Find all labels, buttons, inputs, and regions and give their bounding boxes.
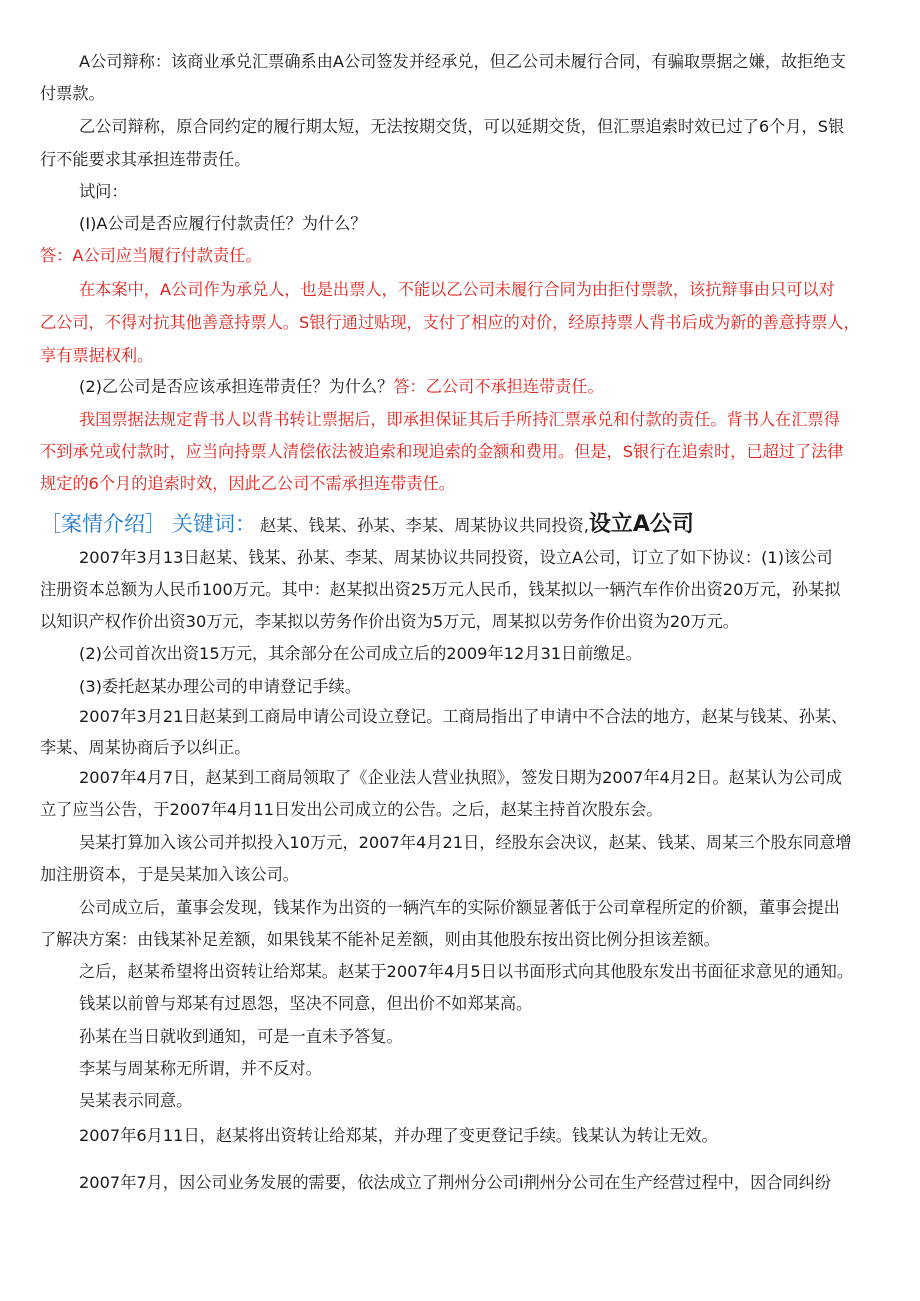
keyword-emphasis: 设立A公司: [588, 512, 694, 537]
text-line: (3)委托赵某办理公司的申请登记手续。: [79, 677, 361, 696]
text-line: 注册资本总额为人民币100万元。其中：赵某拟出资25万元人民币，钱某拟以一辆汽车作价出资20万元，孙某拟: [40, 580, 841, 599]
text-line: A公司辩称：该商业承兑汇票确系由A公司签发并经承兑，但乙公司未履行合同，有骗取票据之嫌，故拒绝支: [79, 52, 846, 71]
text-line: 了解决方案：由钱某补足差额，如果钱某不能补足差额，则由其他股东按出资比例分担该差额。: [40, 930, 720, 949]
text-line: 钱某以前曾与郑某有过恩怨，坚决不同意，但出价不如郑某高。: [79, 994, 533, 1013]
text-line: 行不能要求其承担连带责任。: [40, 150, 251, 169]
text-line: 以知识产权作价出资30万元，李某拟以劳务作价出资为5万元，周某拟以劳务作价出资为20万元。: [40, 612, 739, 631]
text-line: (2)公司首次出资15万元，其余部分在公司成立后的2009年12月31日前缴足。: [79, 644, 642, 663]
question-intro: 试问：: [79, 182, 128, 201]
case-heading: [40, 509, 885, 539]
keyword-names: 赵某、钱某、孙某、李某、周某协议共同投资,: [260, 516, 589, 535]
text-line: 2007年4月7日，赵某到工商局领取了《企业法人营业执照》，签发日期为2007年4月2日。赵某认为公司成: [79, 768, 842, 787]
text-line: 加注册资本，于是吴某加入该公司。: [40, 865, 299, 884]
answer-line: 在本案中，A公司作为承兑人，也是出票人，不能以乙公司未履行合同为由拒付票款，该抗辩事由只可以对: [79, 280, 835, 299]
answer-line: 享有票据权利。: [40, 346, 154, 365]
text-line: 2007年3月13日赵某、钱某、孙某、李某、周某协议共同投资，设立A公司，订立了如下协议：(1)该公司: [79, 548, 833, 567]
text-line: 李某、周某协商后予以纠正。: [40, 738, 251, 757]
text-line: 公司成立后，董事会发现，钱某作为出资的一辆汽车的实际价额显著低于公司章程所定的价额，董事会提出: [79, 898, 840, 917]
text-line: 李某与周某称无所谓，并不反对。: [79, 1059, 322, 1078]
text-line: 乙公司辩称，原合同约定的履行期太短，无法按期交货，可以延期交货，但汇票追索时效已过了6个月，S银: [79, 117, 845, 136]
question-2-line: [79, 377, 885, 397]
case-intro-label: ［案情介绍］: [40, 512, 166, 536]
answer-1: 答：A公司应当履行付款责任。: [40, 246, 262, 265]
answer-line: 规定的6个月的追索时效，因此乙公司不需承担连带责任。: [40, 474, 455, 493]
question-1: (I)A公司是否应履行付款责任？为什么？: [79, 214, 367, 233]
answer-line: 乙公司，不得对抗其他善意持票人。S银行通过贴现，支付了相应的对价，经原持票人背书后成为新的善意持票人，: [40, 313, 860, 332]
answer-line: 不到承兑或付款时，应当向持票人清偿依法被追索和现追索的金额和费用。但是，S银行在追索时，已超过了法律: [40, 442, 844, 461]
text-line: 吴某表示同意。: [79, 1091, 193, 1110]
answer-line: 我国票据法规定背书人以背书转让票据后，即承担保证其后手所持汇票承兑和付款的责任。背书人在汇票得: [79, 410, 840, 429]
text-line: 2007年7月，因公司业务发展的需要，依法成立了荆州分公司i荆州分公司在生产经营过程中，因合同纠纷: [79, 1173, 832, 1192]
text-line: 2007年6月11日，赵某将出资转让给郑某，并办理了变更登记手续。钱某认为转让无效。: [79, 1126, 718, 1145]
text-line: 吴某打算加入该公司并拟投入10万元，2007年4月21日，经股东会决议，赵某、钱某、周某三个股东同意增: [79, 833, 852, 852]
text-line: 立了应当公告，于2007年4月11日发出公司成立的公告。之后，赵某主持首次股东会。: [40, 800, 663, 819]
text-line: 2007年3月21日赵某到工商局申请公司设立登记。工商局指出了申请中不合法的地方，赵某与钱某、孙某、: [79, 707, 848, 726]
text-line: 之后，赵某希望将出资转让给郑某。赵某于2007年4月5日以书面形式向其他股东发出书面征求意见的通知。: [79, 962, 854, 981]
answer-2: 答：乙公司不承担连带责任。: [393, 377, 604, 396]
text-line: 付票款。: [40, 84, 105, 103]
text-line: 孙某在当日就收到通知，可是一直未予答复。: [79, 1027, 403, 1046]
keyword-label: 关键词：: [172, 512, 256, 536]
question-2: (2)乙公司是否应该承担连带责任？为什么？: [79, 377, 394, 396]
